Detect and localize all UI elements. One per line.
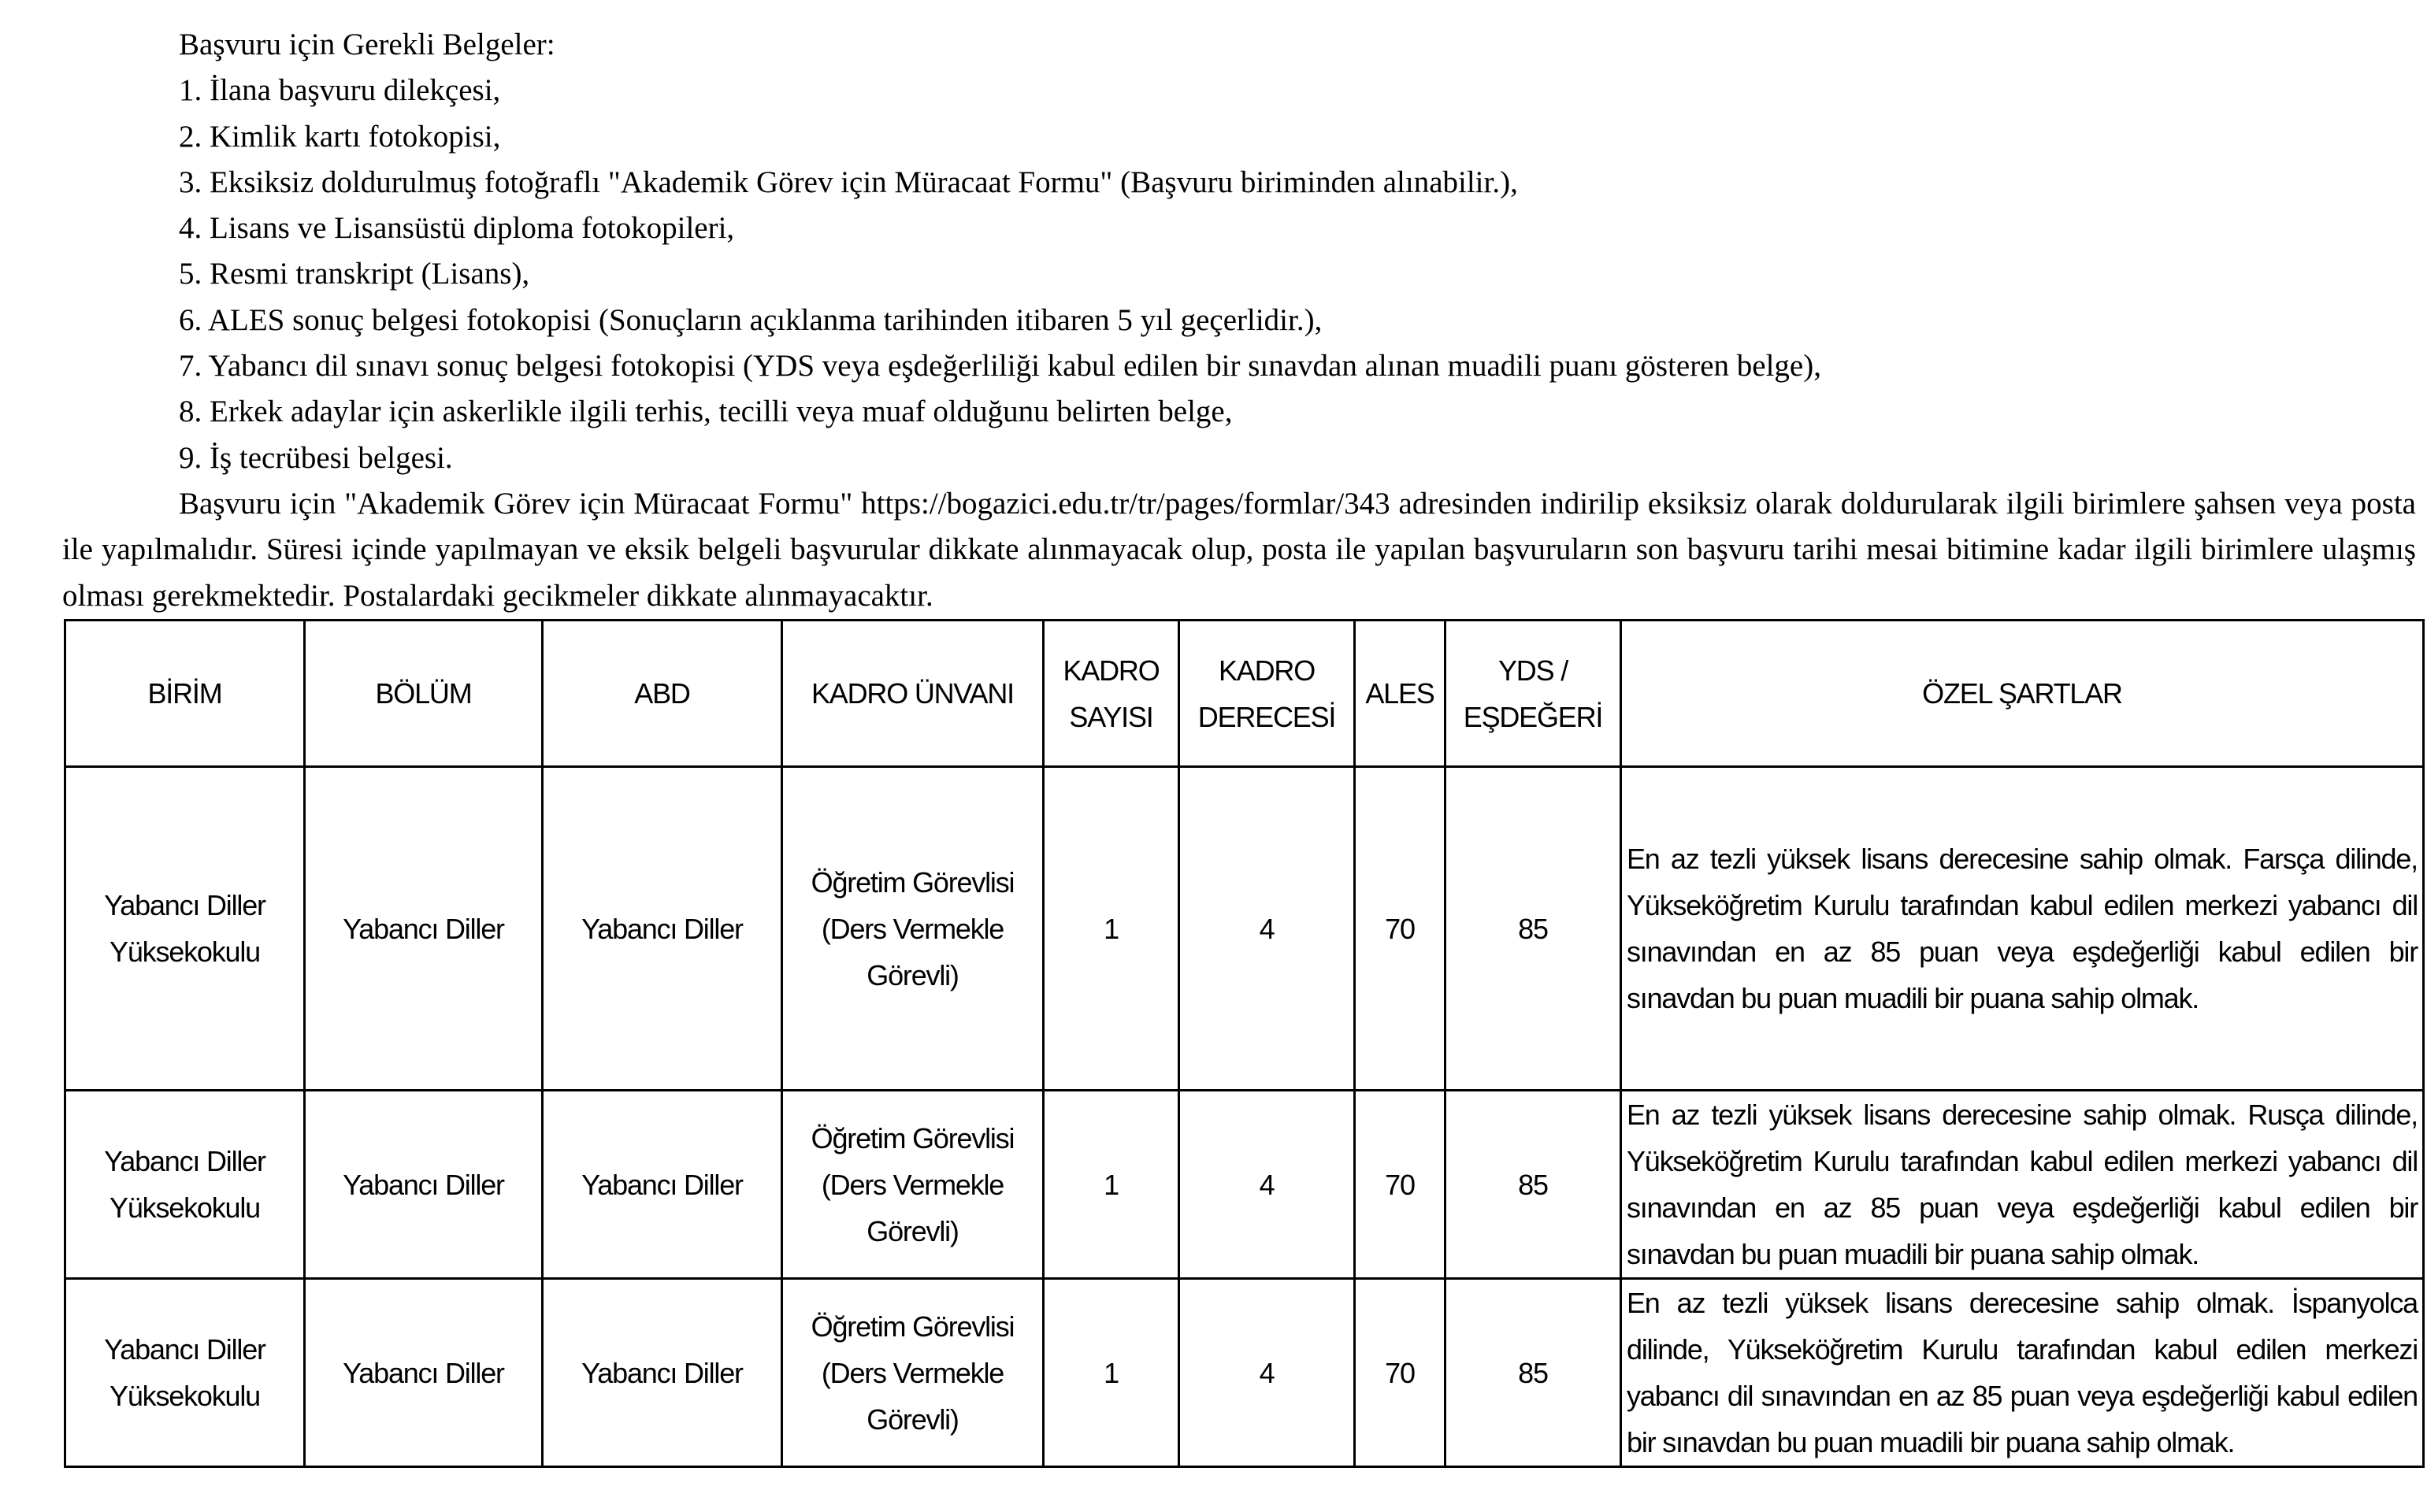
cell-birim: Yabancı Diller Yüksekokulu: [65, 767, 305, 1091]
cell-kadro-derecesi: 4: [1179, 767, 1355, 1091]
positions-table: [64, 619, 2425, 1468]
cell-kadro-sayisi: 1: [1044, 1279, 1179, 1467]
cell-kadro-sayisi: 1: [1044, 1091, 1179, 1279]
cell-ozel-sartlar: En az tezli yüksek lisans derecesine sahip olmak. İspanyolca dilinde, Yükseköğretim Kurulu tarafından kabul edilen merkezi yabancı dil sınavından en az 85 puan veya eşdeğerliği kabul edilen bir sınavdan bu puan muadili bir puana sahip olmak.: [1621, 1279, 2424, 1467]
cell-bolum: Yabancı Diller: [305, 767, 543, 1091]
header-abd: ABD: [543, 621, 782, 767]
requirements-section: [62, 22, 2416, 619]
header-yds: YDS / EŞDEĞERİ: [1445, 621, 1621, 767]
cell-abd: Yabancı Diller: [543, 1279, 782, 1467]
header-ozel-sartlar: ÖZEL ŞARTLAR: [1621, 621, 2424, 767]
cell-bolum: Yabancı Diller: [305, 1279, 543, 1467]
table-row: [65, 767, 2424, 1091]
cell-ozel-sartlar: En az tezli yüksek lisans derecesine sahip olmak. Farsça dilinde, Yükseköğretim Kurulu tarafından kabul edilen merkezi yabancı dil sınavından en az 85 puan veya eşdeğerliği kabul edilen bir sınavdan bu puan muadili bir puana sahip olmak.: [1621, 767, 2424, 1091]
table-row: [65, 1279, 2424, 1467]
cell-yds: 85: [1445, 1279, 1621, 1467]
cell-ales: 70: [1355, 1279, 1445, 1467]
cell-bolum: Yabancı Diller: [305, 1091, 543, 1279]
requirement-item: 7. Yabancı dil sınavı sonuç belgesi fotokopisi (YDS veya eşdeğerliliği kabul edilen bir sınavdan alınan muadili puanı gösteren belge),: [179, 349, 1821, 384]
requirements-heading: Başvuru için Gerekli Belgeler:: [179, 28, 555, 61]
cell-yds: 85: [1445, 767, 1621, 1091]
cell-kadro-derecesi: 4: [1179, 1279, 1355, 1467]
cell-kadro-unvani: Öğretim Görevlisi (Ders Vermekle Görevli): [782, 767, 1044, 1091]
header-kadro-sayisi: KADRO SAYISI: [1044, 621, 1179, 767]
header-kadro-derecesi: KADRO DERECESİ: [1179, 621, 1355, 767]
table-header-row: [65, 621, 2424, 767]
header-birim: BİRİM: [65, 621, 305, 767]
requirement-item: 5. Resmi transkript (Lisans),: [179, 257, 530, 291]
cell-ales: 70: [1355, 1091, 1445, 1279]
cell-kadro-unvani: Öğretim Görevlisi (Ders Vermekle Görevli): [782, 1091, 1044, 1279]
cell-birim: Yabancı Diller Yüksekokulu: [65, 1279, 305, 1467]
cell-birim: Yabancı Diller Yüksekokulu: [65, 1091, 305, 1279]
requirement-item: 1. İlana başvuru dilekçesi,: [179, 73, 501, 108]
cell-abd: Yabancı Diller: [543, 1091, 782, 1279]
application-instructions: Başvuru için "Akademik Görev için Müracaat Formu" https://bogazici.edu.tr/tr/pages/formlar/343 adresinden indirilip eksiksiz olarak doldurularak ilgili birimlere şahsen veya posta ile yapılmalıdır. Süresi içinde yapılmayan ve eksik belgeli başvurular dikkate alınmayacak olup, posta ile yapılan başvuruların son başvuru tarihi mesai bitimine kadar ilgili birimlere ulaşmış olması gerekmektedir. Postalardaki gecikmeler dikkate alınmayacaktır.: [62, 486, 2416, 613]
cell-ozel-sartlar: En az tezli yüksek lisans derecesine sahip olmak. Rusça dilinde, Yükseköğretim Kurulu tarafından kabul edilen merkezi yabancı dil sınavından en az 85 puan veya eşdeğerliği kabul edilen bir sınavdan bu puan muadili bir puana sahip olmak.: [1621, 1091, 2424, 1279]
requirement-item: 8. Erkek adaylar için askerlikle ilgili terhis, tecilli veya muaf olduğunu belirten belge,: [179, 395, 1233, 429]
cell-kadro-derecesi: 4: [1179, 1091, 1355, 1279]
header-kadro-unvani: KADRO ÜNVANI: [782, 621, 1044, 767]
cell-kadro-unvani: Öğretim Görevlisi (Ders Vermekle Görevli): [782, 1279, 1044, 1467]
requirement-item: 6. ALES sonuç belgesi fotokopisi (Sonuçların açıklanma tarihinden itibaren 5 yıl geçerlidir.),: [179, 302, 1323, 337]
cell-ales: 70: [1355, 767, 1445, 1091]
requirement-item: 9. İş tecrübesi belgesi.: [179, 440, 453, 475]
table-row: [65, 1091, 2424, 1279]
header-ales: ALES: [1355, 621, 1445, 767]
cell-yds: 85: [1445, 1091, 1621, 1279]
header-bolum: BÖLÜM: [305, 621, 543, 767]
cell-abd: Yabancı Diller: [543, 767, 782, 1091]
requirement-item: 2. Kimlik kartı fotokopisi,: [179, 119, 501, 154]
requirement-item: 4. Lisans ve Lisansüstü diploma fotokopileri,: [179, 211, 735, 246]
requirement-item: 3. Eksiksiz doldurulmuş fotoğraflı "Akademik Görev için Müracaat Formu" (Başvuru biriminden alınabilir.),: [179, 165, 1518, 199]
cell-kadro-sayisi: 1: [1044, 767, 1179, 1091]
